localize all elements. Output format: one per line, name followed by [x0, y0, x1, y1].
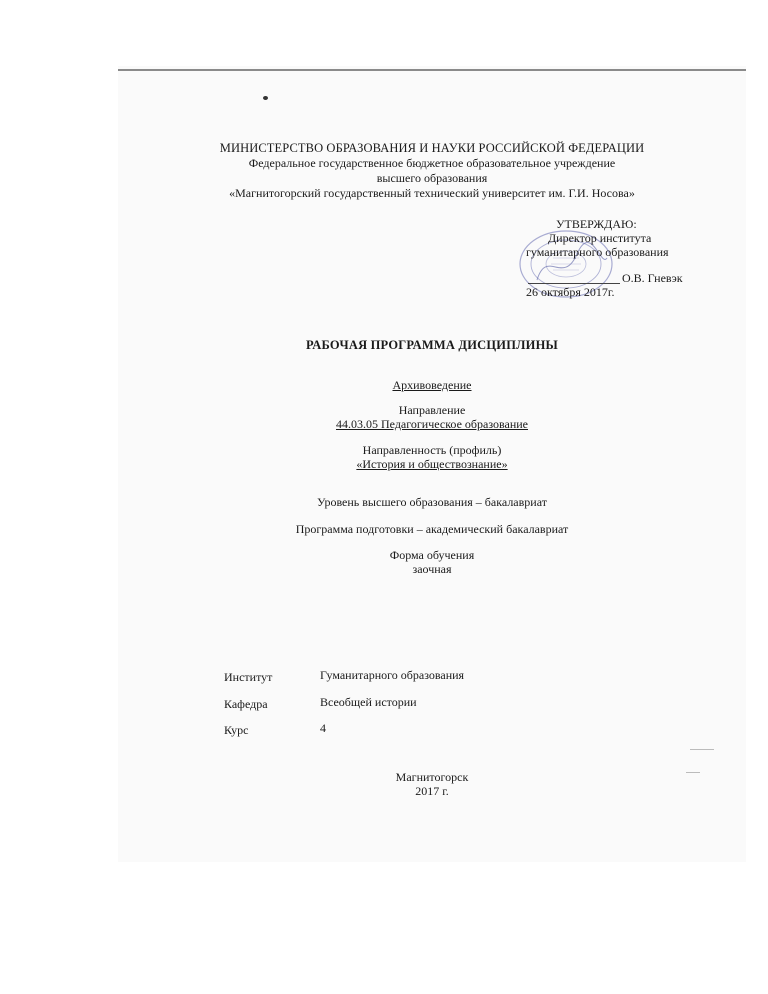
scan-artifact: [686, 772, 700, 773]
detail-label-department: Кафедра: [224, 697, 268, 711]
scan-edge-line: [118, 69, 746, 71]
detail-value-department: Всеобщей истории: [320, 695, 417, 709]
institution-type: Федеральное государственное бюджетное образовательное учреждение: [248, 156, 616, 170]
document-title: РАБОЧАЯ ПРОГРАММА ДИСЦИПЛИНЫ: [306, 338, 558, 352]
scan-artifact: [690, 749, 714, 750]
training-program-line: Программа подготовки – академический бакалавриат: [295, 522, 569, 536]
university-name: «Магнитогорский государственный технический университет им. Г.И. Носова»: [229, 186, 635, 200]
detail-label-institute: Институт: [224, 670, 273, 684]
profile-label: Направленность (профиль): [362, 443, 502, 457]
direction-value: 44.03.05 Педагогическое образование: [335, 417, 529, 431]
approval-title: УТВЕРЖДАЮ:: [556, 217, 637, 231]
education-level: высшего образования: [376, 171, 488, 185]
detail-value-course: 4: [320, 721, 326, 735]
detail-value-institute: Гуманитарного образования: [320, 668, 465, 682]
education-level-line: Уровень высшего образования – бакалавриат: [317, 495, 547, 509]
study-form-value: заочная: [412, 562, 452, 576]
signature-line: [528, 283, 620, 284]
ministry-heading: МИНИСТЕРСТВО ОБРАЗОВАНИЯ И НАУКИ РОССИЙСКОЙ ФЕДЕРАЦИИ: [219, 141, 645, 155]
approval-position-line1: Директор института: [548, 231, 652, 245]
approval-position-line2: гуманитарного образования: [526, 245, 669, 259]
approval-signatory: О.В. Гневэк: [622, 271, 683, 285]
detail-label-course: Курс: [224, 723, 249, 737]
city: Магнитогорск: [395, 770, 469, 784]
discipline-name: Архивоведение: [392, 378, 472, 392]
direction-label: Направление: [398, 403, 466, 417]
study-form-label: Форма обучения: [389, 548, 475, 562]
scan-speck: [263, 96, 268, 100]
approval-date: 26 октября 2017г.: [526, 285, 615, 299]
year: 2017 г.: [415, 784, 449, 798]
profile-value: «История и обществознание»: [356, 457, 508, 471]
